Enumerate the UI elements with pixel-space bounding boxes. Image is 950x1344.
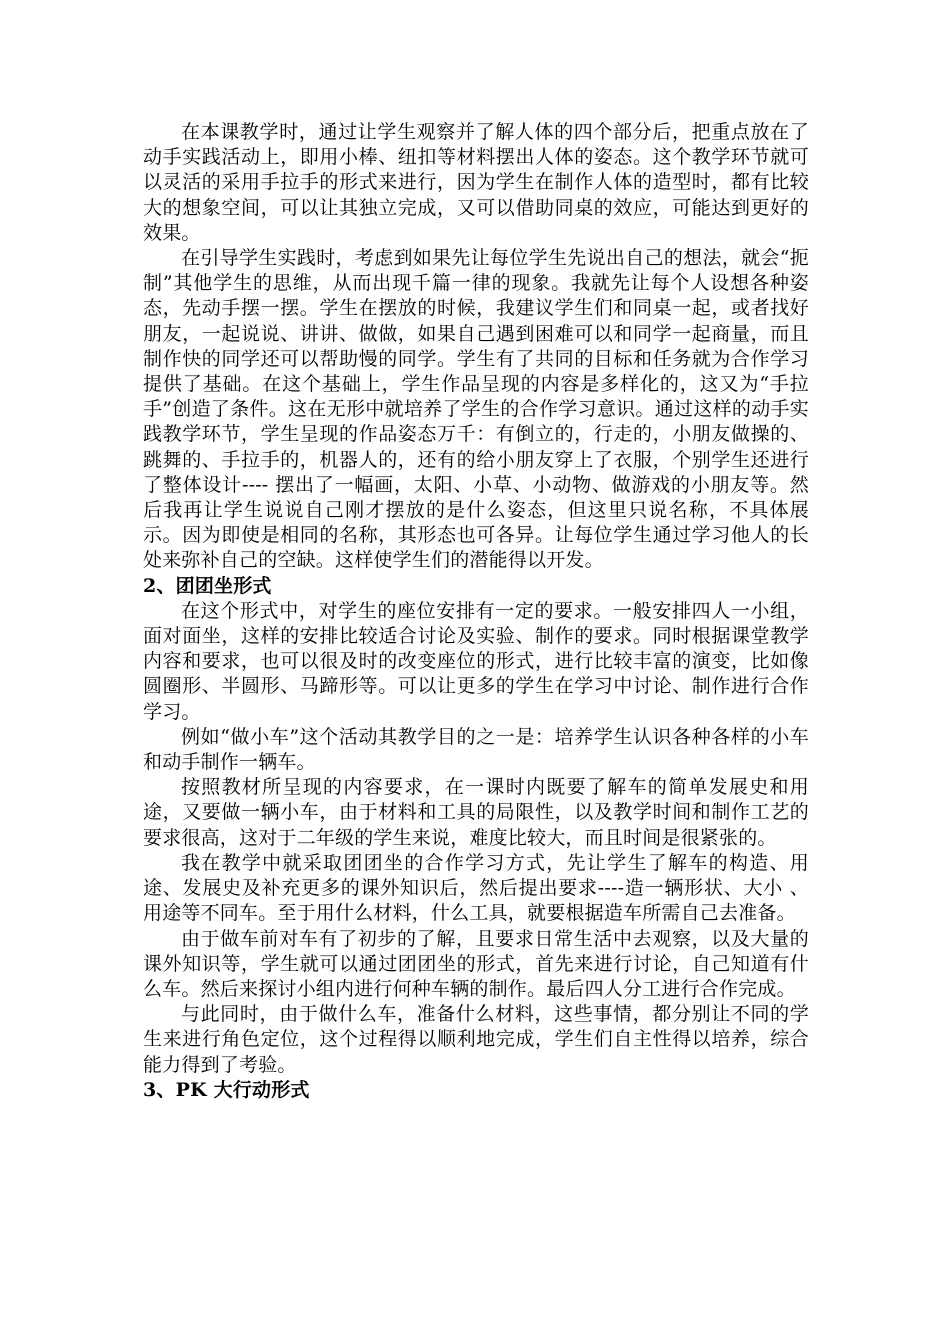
paragraph-teaching-method: 我在教学中就采取团团坐的合作学习方式，先让学生了解车的构造、用途、发展史及补充更多的课外知识后，然后提出要求----造一辆形状、大小 、用途等不同车。至于用什么材料，什么工具，就要根据造车所需自己去准备。: [143, 851, 809, 925]
paragraph-textbook-requirements: 按照教材所呈现的内容要求，在一课时内既要了解车的简单发展史和用途，又要做一辆小车，由于材料和工具的局限性，以及教学时间和制作工艺的要求很高，这对于二年级的学生来说，难度比较大，而且时间是很紧张的。: [143, 776, 809, 849]
section-heading-pk-action: 3、PK 大行动形式: [143, 1078, 310, 1101]
paragraph-hand-in-hand-intro: 在本课教学时，通过让学生观察并了解人体的四个部分后，把重点放在了动手实践活动上，即用小棒、纽扣等材料摆出人体的姿态。这个教学环节就可以灵活的采用手拉手的形式来进行，因为学生在制作人体的造型时，都有比较大的想象空间，可以让其独立完成，又可以借助同桌的效应，可能达到更好的效果。: [143, 121, 809, 244]
paragraph-discussion-process: 由于做车前对车有了初步的了解，且要求日常生活中去观察，以及大量的课外知识等，学生就可以通过团团坐的形式，首先来进行讨论，自己知道有什么车。然后来探讨小组内进行何种车辆的制作。最后四人分工进行合作完成。: [143, 927, 809, 1000]
paragraph-role-assignment: 与此同时，由于做什么车，准备什么材料，这些事情，都分别让不同的学生来进行角色定位，这个过程得以顺利地完成，学生们自主性得以培养，综合能力得到了考验。: [143, 1003, 809, 1076]
paragraph-toy-car-example: 例如“做小车”这个活动其教学目的之一是：培养学生认识各种各样的小车和动手制作一辆车。: [143, 725, 809, 774]
document-body: [143, 120, 809, 1103]
paragraph-group-seating-intro: 在这个形式中，对学生的座位安排有一定的要求。一般安排四人一小组，面对面坐，这样的安排比较适合讨论及实验、制作的要求。同时根据课堂教学内容和要求，也可以很及时的改变座位的形式，进行比较丰富的演变，比如像圆圈形、半圆形、马蹄形等。可以让更多的学生在学习中讨论、制作进行合作学习。: [143, 599, 809, 723]
section-heading-group-seating: 2、团团坐形式: [143, 574, 272, 597]
paragraph-hand-in-hand-practice: 在引导学生实践时，考虑到如果先让每位学生先说出自己的想法，就会“扼制”其他学生的思维，从而出现千篇一律的现象。我就先让每个人设想各种姿态，先动手摆一摆。学生在摆放的时候，我建议学生们和同桌一起，或者找好朋友，一起说说、讲讲、做做，如果自己遇到困难可以和同学一起商量，而且制作快的同学还可以帮助慢的同学。学生有了共同的目标和任务就为合作学习提供了基础。在这个基础上，学生作品呈现的内容是多样化的，这又为“手拉手”创造了条件。这在无形中就培养了学生的合作学习意识。通过这样的动手实践教学环节，学生呈现的作品姿态万千：有倒立的，行走的，小朋友做操的、跳舞的、手拉手的，机器人的，还有的给小朋友穿上了衣服，个别学生还进行了整体设计---- 摆出了一幅画，太阳、小草、小动物、做游戏的小朋友等。然后我再让学生说说自己刚才摆放的是什么姿态，但这里只说名称，不具体展示。因为即使是相同的名称，其形态也可各异。让每位学生通过学习他人的长处来弥补自己的空缺。这样使学生们的潜能得以开发。: [143, 247, 809, 572]
